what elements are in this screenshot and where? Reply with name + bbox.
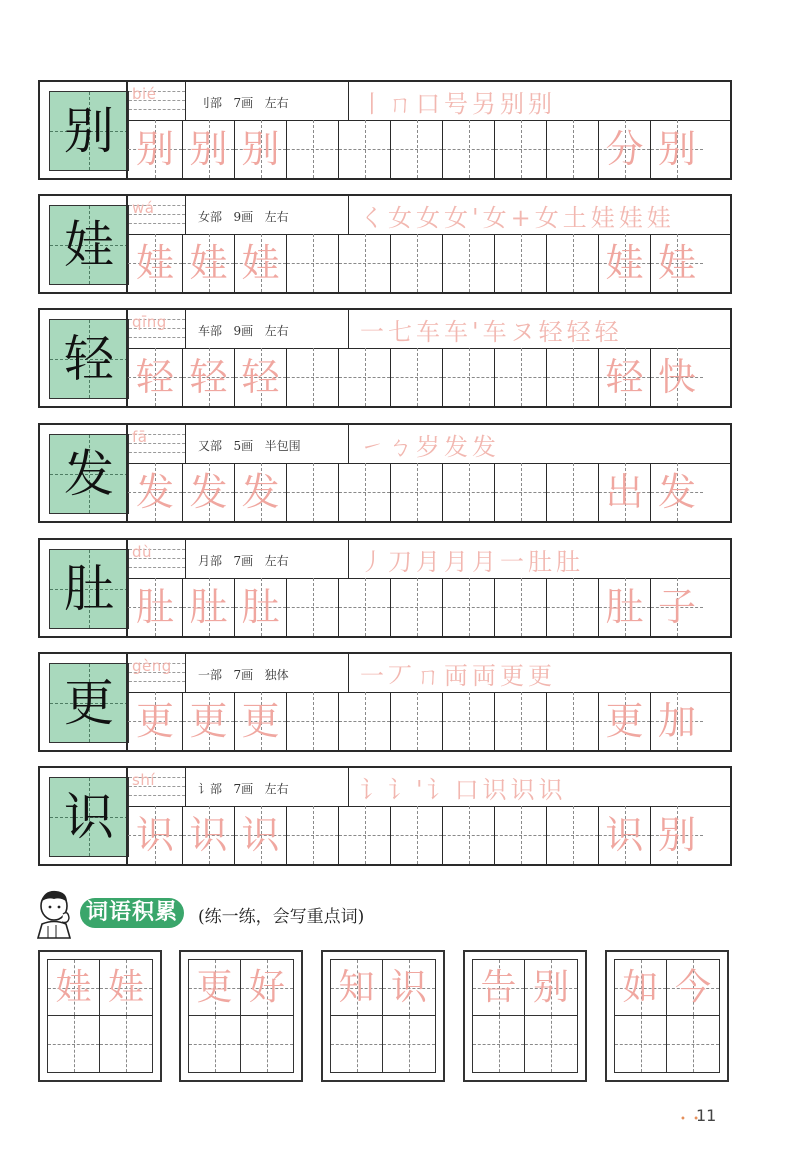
writing-cell[interactable] xyxy=(495,234,547,292)
vocab-character: 更 xyxy=(196,966,233,1008)
tracing-character: 发 xyxy=(657,470,696,514)
tracing-character: 识 xyxy=(189,813,228,857)
writing-cell[interactable] xyxy=(339,806,391,864)
writing-cell[interactable] xyxy=(235,348,287,406)
thinking-child-icon xyxy=(34,888,78,940)
stroke-divider xyxy=(348,82,350,120)
tracing-character: 肚 xyxy=(189,585,228,629)
writing-cell[interactable] xyxy=(235,806,287,864)
writing-grid xyxy=(128,348,730,406)
section-note: (练一练，会写重点词) xyxy=(198,907,365,927)
vocab-character: 如 xyxy=(622,966,659,1008)
page-dots: • • xyxy=(680,1114,701,1125)
writing-cell[interactable] xyxy=(443,348,495,406)
tracing-character: 肚 xyxy=(605,585,644,629)
writing-cell[interactable] xyxy=(128,578,183,636)
vocab-box xyxy=(179,950,303,1082)
tracing-character: 别 xyxy=(657,813,696,857)
writing-cell[interactable] xyxy=(547,120,599,178)
practice-row xyxy=(38,766,732,866)
structure: 左右 xyxy=(264,554,289,568)
tracing-character: 别 xyxy=(189,127,228,171)
model-character-box xyxy=(49,663,129,743)
writing-cell[interactable] xyxy=(128,463,183,521)
vocab-cell[interactable] xyxy=(100,960,152,1016)
model-character-box xyxy=(49,549,129,629)
vocab-character: 娃 xyxy=(55,966,92,1008)
vocab-cell[interactable] xyxy=(383,960,435,1016)
writing-cell[interactable] xyxy=(443,120,495,178)
tracing-character: 轻 xyxy=(241,355,280,399)
radical: 讠部 xyxy=(198,782,223,796)
writing-cell[interactable] xyxy=(443,692,495,750)
pinyin-lines xyxy=(129,540,186,578)
model-character-box xyxy=(49,319,129,399)
vocab-cell[interactable] xyxy=(615,960,667,1016)
writing-grid xyxy=(128,578,730,636)
vocab-character: 知 xyxy=(338,966,375,1008)
stroke-divider xyxy=(348,768,350,806)
pinyin-text: wá xyxy=(132,199,155,217)
tracing-character: 娃 xyxy=(605,241,644,285)
stroke-order: 讠讠'讠口识识识 xyxy=(360,776,567,804)
stroke-divider xyxy=(348,310,350,348)
tracing-character: 发 xyxy=(241,470,280,514)
tracing-character: 快 xyxy=(657,355,696,399)
vocab-cell[interactable] xyxy=(473,960,525,1016)
model-character: 识 xyxy=(64,788,114,846)
model-character-box xyxy=(49,434,129,514)
vocab-box xyxy=(38,950,162,1082)
writing-cell[interactable] xyxy=(183,120,235,178)
character-info xyxy=(198,94,358,111)
practice-row xyxy=(38,538,732,638)
writing-cell[interactable] xyxy=(128,348,183,406)
writing-cell[interactable] xyxy=(547,578,599,636)
tracing-character: 娃 xyxy=(657,241,696,285)
stroke-order: 一七车车'车ヌ轻轻轻 xyxy=(360,318,623,346)
vocab-character: 好 xyxy=(248,966,285,1008)
writing-cell[interactable] xyxy=(495,578,547,636)
info-strip xyxy=(128,425,730,464)
writing-cell[interactable] xyxy=(651,463,703,521)
structure: 左右 xyxy=(264,210,289,224)
model-character: 别 xyxy=(64,102,114,160)
writing-cell[interactable] xyxy=(287,120,339,178)
writing-cell[interactable] xyxy=(443,806,495,864)
pinyin-text: fā xyxy=(132,428,148,446)
practice-row xyxy=(38,652,732,752)
tracing-character: 出 xyxy=(605,470,644,514)
tracing-character: 识 xyxy=(135,813,174,857)
info-strip xyxy=(128,540,730,579)
tracing-character: 别 xyxy=(241,127,280,171)
writing-cell[interactable] xyxy=(651,120,703,178)
stroke-count: 9画 xyxy=(233,324,254,338)
writing-grid xyxy=(128,692,730,750)
writing-cell[interactable] xyxy=(651,234,703,292)
radical: 月部 xyxy=(198,554,223,568)
pinyin-text: bié xyxy=(132,85,157,103)
writing-cell[interactable] xyxy=(287,234,339,292)
writing-cell[interactable] xyxy=(495,692,547,750)
stroke-count: 5画 xyxy=(233,439,254,453)
pinyin-lines xyxy=(129,425,186,463)
tracing-character: 识 xyxy=(605,813,644,857)
writing-cell[interactable] xyxy=(339,463,391,521)
writing-cell[interactable] xyxy=(443,463,495,521)
model-character: 发 xyxy=(64,445,114,503)
practice-row xyxy=(38,194,732,294)
stroke-divider xyxy=(348,425,350,463)
stroke-count: 7画 xyxy=(233,782,254,796)
character-info xyxy=(198,437,358,454)
writing-cell[interactable] xyxy=(547,234,599,292)
radical: 车部 xyxy=(198,324,223,338)
vocab-cell[interactable] xyxy=(525,1016,577,1072)
pinyin-text: dù xyxy=(132,543,153,561)
stroke-count: 9画 xyxy=(233,210,254,224)
pinyin-lines xyxy=(129,196,186,234)
writing-cell[interactable] xyxy=(391,463,443,521)
writing-cell[interactable] xyxy=(391,234,443,292)
vocab-cell[interactable] xyxy=(48,1016,100,1072)
writing-cell[interactable] xyxy=(235,234,287,292)
writing-cell[interactable] xyxy=(651,806,703,864)
character-info xyxy=(198,666,358,683)
vocab-character: 今 xyxy=(674,966,711,1008)
writing-cell[interactable] xyxy=(128,806,183,864)
vocab-cell[interactable] xyxy=(48,960,100,1016)
stroke-divider xyxy=(348,196,350,234)
stroke-order: 一丆ㄇ両両更更 xyxy=(360,662,556,690)
tracing-character: 肚 xyxy=(135,585,174,629)
info-strip xyxy=(128,768,730,807)
vocabulary-boxes xyxy=(38,950,744,1084)
vocab-cell[interactable] xyxy=(241,960,293,1016)
writing-cell[interactable] xyxy=(339,348,391,406)
writing-cell[interactable] xyxy=(183,234,235,292)
model-character-box xyxy=(49,205,129,285)
vocab-character: 识 xyxy=(390,966,427,1008)
writing-cell[interactable] xyxy=(391,692,443,750)
pinyin-lines xyxy=(129,310,186,348)
vocab-cell[interactable] xyxy=(473,1016,525,1072)
writing-cell[interactable] xyxy=(287,348,339,406)
writing-cell[interactable] xyxy=(235,578,287,636)
writing-cell[interactable] xyxy=(391,806,443,864)
model-character-box xyxy=(49,777,129,857)
writing-cell[interactable] xyxy=(287,806,339,864)
character-info xyxy=(198,780,358,797)
writing-cell[interactable] xyxy=(339,234,391,292)
stroke-order: 丿刀月月月一肚肚 xyxy=(360,548,584,576)
writing-grid xyxy=(128,234,730,292)
writing-cell[interactable] xyxy=(235,120,287,178)
tracing-character: 分 xyxy=(605,127,644,171)
practice-row xyxy=(38,308,732,408)
writing-cell[interactable] xyxy=(599,692,651,750)
writing-cell[interactable] xyxy=(599,578,651,636)
tracing-character: 更 xyxy=(135,699,174,743)
vocab-box xyxy=(321,950,445,1082)
writing-cell[interactable] xyxy=(547,806,599,864)
writing-cell[interactable] xyxy=(235,463,287,521)
tracing-character: 娃 xyxy=(241,241,280,285)
writing-cell[interactable] xyxy=(183,806,235,864)
structure: 独体 xyxy=(264,668,289,682)
model-character: 娃 xyxy=(64,216,114,274)
vocab-cell[interactable] xyxy=(525,960,577,1016)
vocab-cell[interactable] xyxy=(189,1016,241,1072)
character-info xyxy=(198,552,358,569)
pinyin-text: shí xyxy=(132,771,155,789)
writing-cell[interactable] xyxy=(339,120,391,178)
stroke-order: く女女女'女+女土娃娃娃 xyxy=(360,204,675,232)
tracing-character: 发 xyxy=(135,470,174,514)
writing-cell[interactable] xyxy=(495,463,547,521)
stroke-count: 7画 xyxy=(233,554,254,568)
writing-cell[interactable] xyxy=(495,348,547,406)
tracing-character: 轻 xyxy=(605,355,644,399)
writing-cell[interactable] xyxy=(599,234,651,292)
radical: 又部 xyxy=(198,439,223,453)
writing-cell[interactable] xyxy=(183,692,235,750)
writing-cell[interactable] xyxy=(287,578,339,636)
tracing-character: 轻 xyxy=(189,355,228,399)
vocab-cell[interactable] xyxy=(383,1016,435,1072)
vocab-cell[interactable] xyxy=(667,960,719,1016)
practice-row xyxy=(38,80,732,180)
pinyin-lines xyxy=(129,654,186,692)
info-strip xyxy=(128,82,730,121)
stroke-order: 丨ㄇ口号另别别 xyxy=(360,90,556,118)
vocab-box xyxy=(605,950,729,1082)
structure: 半包围 xyxy=(264,439,301,453)
pinyin-lines xyxy=(129,768,186,806)
tracing-character: 娃 xyxy=(135,241,174,285)
writing-cell[interactable] xyxy=(128,120,183,178)
info-strip xyxy=(128,196,730,235)
pinyin-text: qīng xyxy=(132,313,167,331)
writing-cell[interactable] xyxy=(547,692,599,750)
writing-grid xyxy=(128,806,730,864)
practice-row xyxy=(38,423,732,523)
structure: 左右 xyxy=(264,96,289,110)
section-title: 词语积累 xyxy=(80,898,184,928)
writing-cell[interactable] xyxy=(183,463,235,521)
stroke-count: 7画 xyxy=(233,668,254,682)
writing-cell[interactable] xyxy=(339,578,391,636)
writing-grid xyxy=(128,120,730,178)
vocab-cell[interactable] xyxy=(331,1016,383,1072)
writing-cell[interactable] xyxy=(495,120,547,178)
vocab-character: 娃 xyxy=(107,966,144,1008)
writing-cell[interactable] xyxy=(128,234,183,292)
writing-cell[interactable] xyxy=(443,234,495,292)
character-info xyxy=(198,208,358,225)
writing-cell[interactable] xyxy=(651,692,703,750)
stroke-divider xyxy=(348,654,350,692)
writing-cell[interactable] xyxy=(128,692,183,750)
vocabulary-section-header xyxy=(30,886,770,938)
tracing-character: 别 xyxy=(135,127,174,171)
page-number: 11 xyxy=(696,1106,717,1125)
writing-cell[interactable] xyxy=(599,463,651,521)
writing-cell[interactable] xyxy=(235,692,287,750)
info-strip xyxy=(128,310,730,349)
writing-cell[interactable] xyxy=(391,578,443,636)
stroke-order: ㇀ㄅ岁发发 xyxy=(360,433,500,461)
writing-cell[interactable] xyxy=(287,463,339,521)
model-character: 轻 xyxy=(64,330,114,388)
tracing-character: 娃 xyxy=(189,241,228,285)
writing-cell[interactable] xyxy=(547,348,599,406)
model-character: 肚 xyxy=(64,560,114,618)
model-character: 更 xyxy=(64,674,114,732)
vocab-cell[interactable] xyxy=(100,1016,152,1072)
writing-cell[interactable] xyxy=(183,578,235,636)
vocab-character: 别 xyxy=(532,966,569,1008)
vocab-box xyxy=(463,950,587,1082)
pinyin-text: gèng xyxy=(132,657,172,675)
tracing-character: 轻 xyxy=(135,355,174,399)
tracing-character: 更 xyxy=(189,699,228,743)
writing-cell[interactable] xyxy=(599,806,651,864)
tracing-character: 更 xyxy=(241,699,280,743)
writing-cell[interactable] xyxy=(599,348,651,406)
writing-cell[interactable] xyxy=(495,806,547,864)
character-info xyxy=(198,322,358,339)
tracing-character: 肚 xyxy=(241,585,280,629)
vocab-cell[interactable] xyxy=(667,1016,719,1072)
tracing-character: 加 xyxy=(657,699,696,743)
writing-cell[interactable] xyxy=(183,348,235,406)
radical: 一部 xyxy=(198,668,223,682)
info-strip xyxy=(128,654,730,693)
vocab-cell[interactable] xyxy=(615,1016,667,1072)
model-character-box xyxy=(49,91,129,171)
writing-cell[interactable] xyxy=(391,348,443,406)
writing-cell[interactable] xyxy=(599,120,651,178)
radical: 女部 xyxy=(198,210,223,224)
writing-cell[interactable] xyxy=(651,578,703,636)
vocab-cell[interactable] xyxy=(189,960,241,1016)
tracing-character: 发 xyxy=(189,470,228,514)
tracing-character: 别 xyxy=(657,127,696,171)
tracing-character: 识 xyxy=(241,813,280,857)
pinyin-lines xyxy=(129,82,186,120)
vocab-character: 告 xyxy=(480,966,517,1008)
writing-cell[interactable] xyxy=(339,692,391,750)
writing-cell[interactable] xyxy=(651,348,703,406)
writing-cell[interactable] xyxy=(287,692,339,750)
vocab-cell[interactable] xyxy=(331,960,383,1016)
structure: 左右 xyxy=(264,782,289,796)
radical: 刂部 xyxy=(198,96,223,110)
structure: 左右 xyxy=(264,324,289,338)
stroke-count: 7画 xyxy=(233,96,254,110)
writing-cell[interactable] xyxy=(391,120,443,178)
tracing-character: 更 xyxy=(605,699,644,743)
writing-cell[interactable] xyxy=(547,463,599,521)
vocab-cell[interactable] xyxy=(241,1016,293,1072)
writing-cell[interactable] xyxy=(443,578,495,636)
tracing-character: 子 xyxy=(657,585,696,629)
stroke-divider xyxy=(348,540,350,578)
writing-grid xyxy=(128,463,730,521)
